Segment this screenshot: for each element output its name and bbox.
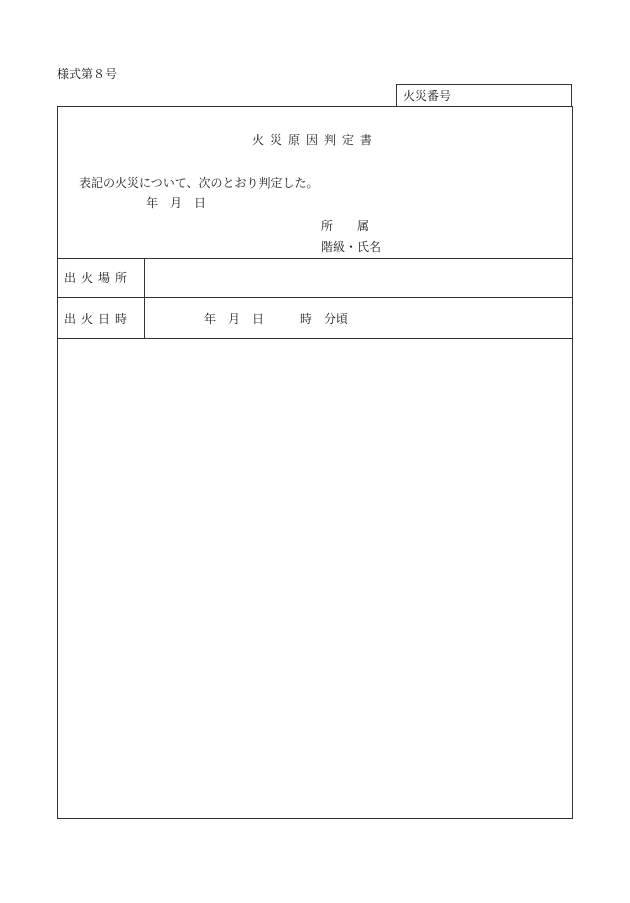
fire-origin-place-field[interactable] (150, 271, 560, 285)
row-divider (58, 297, 572, 298)
label-column-divider (144, 258, 145, 338)
fire-origin-datetime-field[interactable]: 年 月 日 時 分頃 (204, 312, 349, 326)
judgment-narrative-area[interactable] (58, 339, 572, 818)
document-title: 火災原因判定書 (251, 133, 378, 147)
rank-name-label: 階級・氏名 (321, 240, 382, 254)
fire-cause-judgment-form (57, 106, 573, 819)
fire-origin-datetime-label: 出火日時 (64, 312, 133, 326)
judgment-statement: 表記の火災について、次のとおり判定した。 (79, 176, 319, 190)
fire-number-box (396, 84, 572, 106)
fire-origin-place-label: 出火場所 (64, 271, 133, 285)
fire-number-label: 火災番号 (403, 89, 452, 103)
header-divider (58, 258, 572, 259)
form-number: 様式第８号 (57, 67, 118, 81)
judgment-date: 年 月 日 (146, 196, 207, 210)
affiliation-label: 所 属 (321, 219, 370, 233)
